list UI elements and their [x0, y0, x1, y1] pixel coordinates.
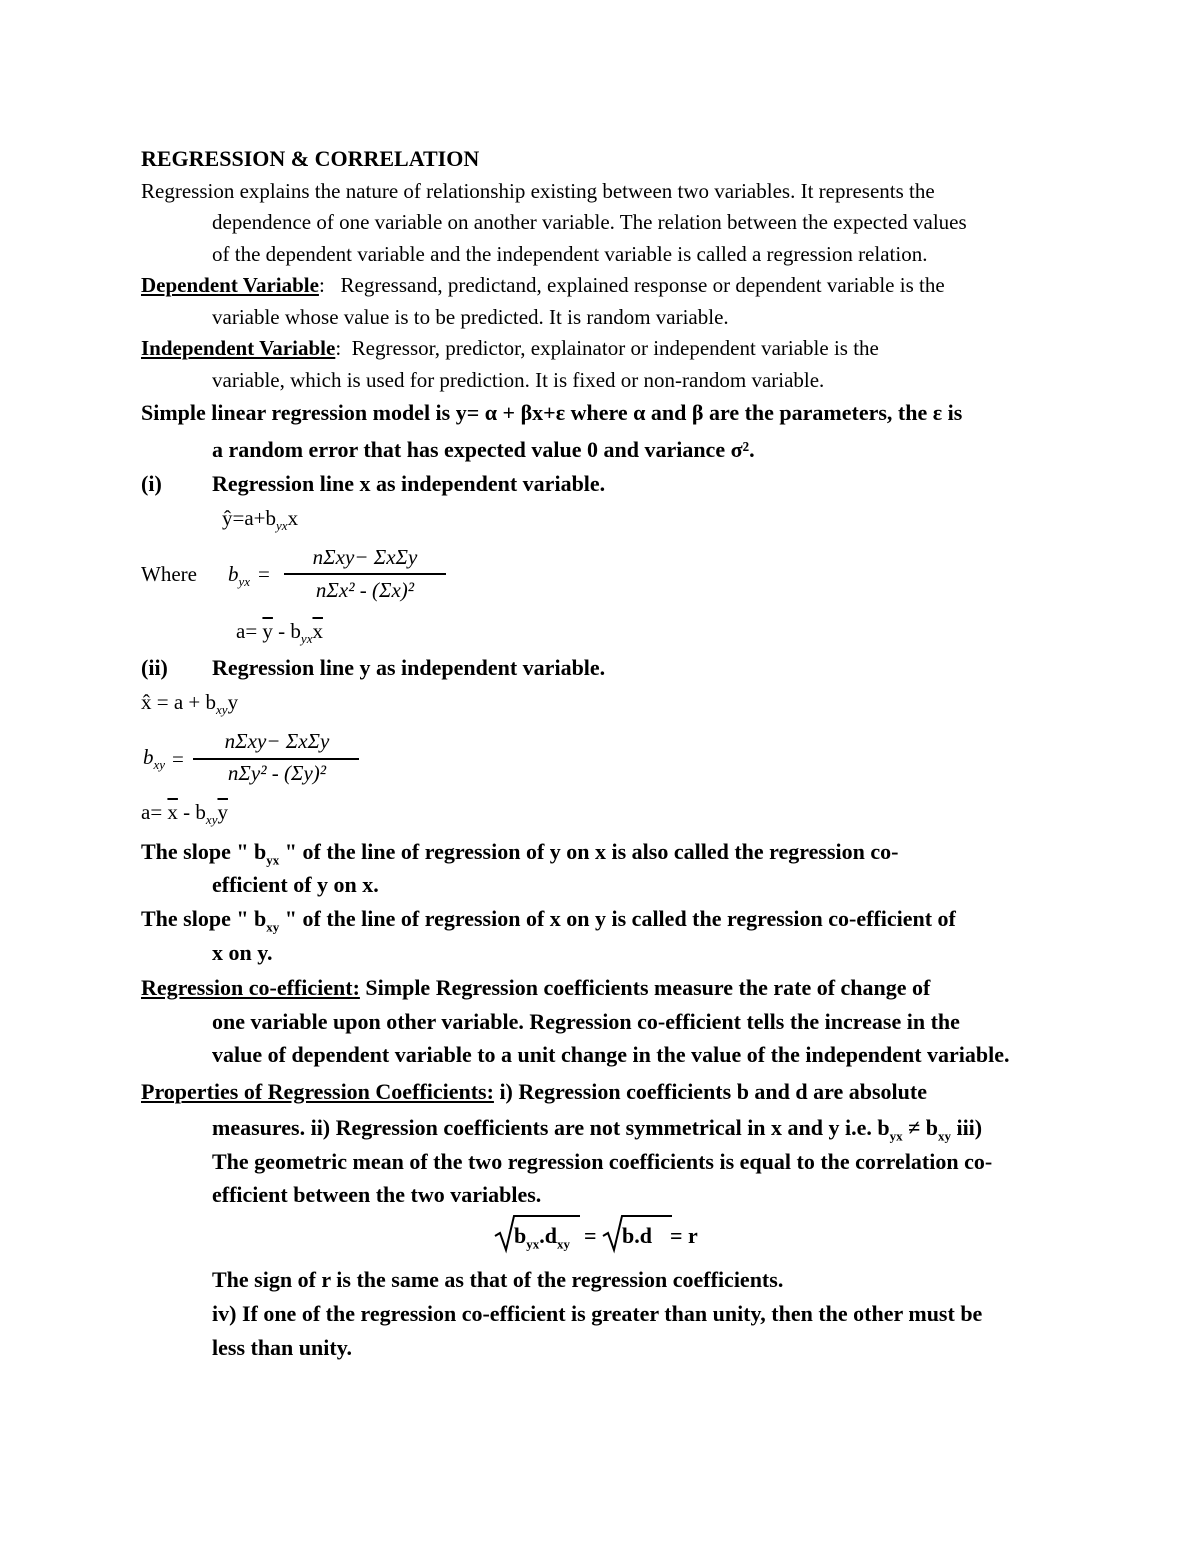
props-line-2	[212, 1114, 982, 1150]
intro-line-1: Regression explains the nature of relationship existing between two variables. It represents the	[141, 179, 935, 203]
section-1-intercept	[236, 617, 323, 653]
independent-variable-line-1	[141, 334, 879, 362]
a1-mid: - b	[272, 619, 301, 643]
model-line-1: Simple linear regression model is y= α + βx+ε where α and β are the parameters, the ε is	[141, 400, 963, 425]
coef-line-1	[141, 974, 930, 1002]
b-xy-sub: xy	[153, 757, 166, 773]
a1-sub: yx	[300, 631, 313, 647]
eq1-lhs: ŷ=a+b	[222, 506, 277, 530]
section-1-number: (i)	[141, 471, 162, 496]
b-yx-b: b	[228, 562, 239, 586]
section-2-heading: Regression line y as independent variable.	[212, 655, 606, 680]
props-l2b: ≠ b	[902, 1115, 938, 1140]
eq1-rhs: x	[287, 506, 299, 530]
slope2-p2: " of the line of regression of x on y is called the regression co-efficient of	[279, 906, 956, 931]
slope-yx-line-1	[141, 838, 899, 874]
section-2-equation	[141, 688, 238, 724]
slope1-p2: " of the line of regression of y on x is also called the regression co-	[279, 839, 899, 864]
section-1-equation	[222, 504, 298, 540]
slope2-p1: The slope " b	[141, 906, 267, 931]
b-xy-numerator: nΣxy− ΣxΣy	[224, 729, 330, 753]
property-iv-line-2: less than unity.	[212, 1335, 352, 1360]
props-l1: i) Regression coefficients b and d are absolute	[493, 1079, 927, 1104]
independent-variable-line-2: variable, which is used for prediction. It is fixed or non-random variable.	[212, 368, 825, 392]
b-xy-b: b	[143, 745, 154, 769]
eq2-rhs: y	[227, 690, 239, 714]
slope-yx-line-2: efficient of y on x.	[212, 872, 379, 897]
f-bsub: yx	[526, 1236, 540, 1252]
props-line-1	[141, 1078, 927, 1106]
section-2-number: (ii)	[141, 655, 168, 680]
f-b: b	[514, 1223, 527, 1248]
dependent-colon: :	[318, 273, 325, 297]
props-term: Properties of Regression Coefficients:	[141, 1079, 494, 1104]
a2-pre: a=	[141, 800, 168, 824]
b-xy-equals: =	[172, 747, 184, 771]
eq2-lhs: x̂ = a + b	[141, 690, 217, 714]
intro-line-3: of the dependent variable and the independent variable is called a regression relation.	[212, 242, 928, 266]
f-dsub: xy	[557, 1236, 570, 1252]
coef-line-2: one variable upon other variable. Regression co-efficient tells the increase in the	[212, 1009, 960, 1034]
a2-mid: - b	[177, 800, 206, 824]
props-l2c: iii)	[950, 1115, 983, 1140]
dependent-variable-line-1	[141, 271, 945, 299]
a2-ybar: $\overline{y}$	[217, 800, 228, 824]
property-iv-line-1: iv) If one of the regression co-efficient is greater than unity, then the other must be	[212, 1301, 983, 1326]
a1-xbar: $\overline{x}$	[312, 619, 323, 643]
sign-of-r: The sign of r is the same as that of the regression coefficients.	[212, 1267, 784, 1292]
b-xy-denominator: nΣy² - (Σy)²	[227, 761, 327, 785]
a1-pre: a=	[236, 619, 263, 643]
b-yx-fraction-bar	[284, 573, 446, 575]
b-xy-symbol	[143, 743, 165, 779]
props-l2s1: yx	[889, 1128, 903, 1144]
b-yx-denominator: nΣx² - (Σx)²	[315, 578, 415, 602]
b-yx-equals: =	[258, 562, 270, 586]
b-yx-numerator: nΣxy− ΣxΣy	[312, 545, 418, 569]
intro-line-2: dependence of one variable on another variable. The relation between the expected values	[212, 210, 967, 234]
section-2-intercept	[141, 798, 228, 834]
b-xy-fraction-bar	[193, 758, 359, 760]
independent-variable-def: Regressor, predictor, explainator or independent variable is the	[351, 336, 879, 360]
coef-line-3: value of dependent variable to a unit change in the value of the independent variable.	[212, 1042, 1010, 1067]
slope-xy-line-2: x on y.	[212, 940, 273, 965]
a1-ybar: $\overline{y}$	[262, 619, 273, 643]
props-line-4: efficient between the two variables.	[212, 1182, 542, 1207]
coef-term: Regression co-efficient:	[141, 975, 360, 1000]
props-l2s2: xy	[937, 1128, 951, 1144]
sqrt-formula-eq2: = r	[670, 1223, 698, 1248]
props-l2a: measures. ii) Regression coefficients are not symmetrical in x and y i.e. b	[212, 1115, 890, 1140]
eq1-sub: yx	[276, 518, 288, 534]
b-yx-symbol	[228, 560, 250, 596]
props-line-3: The geometric mean of the two regression coefficients is equal to the correlation co-	[212, 1149, 993, 1174]
f-d: .d	[539, 1223, 557, 1248]
b-yx-sub: yx	[238, 574, 251, 590]
section-1-heading: Regression line x as independent variable.	[212, 471, 606, 496]
sqrt-formula-left	[514, 1222, 570, 1258]
slope1-sub: yx	[266, 852, 280, 868]
eq2-sub: xy	[216, 702, 228, 718]
sqrt-formula-bd: b.d	[622, 1223, 652, 1248]
dependent-variable-term: Dependent Variable	[141, 273, 319, 297]
dependent-variable-def: Regressand, predictand, explained response or dependent variable is the	[340, 273, 945, 297]
coef-def: Simple Regression coefficients measure the rate of change of	[359, 975, 931, 1000]
slope-xy-line-1	[141, 905, 956, 941]
where-label: Where	[141, 562, 197, 586]
sqrt-formula-eq1: =	[584, 1223, 597, 1248]
independent-variable-term: Independent Variable	[141, 336, 336, 360]
a2-sub: xy	[205, 812, 218, 828]
model-line-2: a random error that has expected value 0 and variance σ².	[212, 437, 755, 462]
slope1-p1: The slope " b	[141, 839, 267, 864]
page-title: REGRESSION & CORRELATION	[141, 146, 480, 171]
slope2-sub: xy	[266, 919, 280, 935]
a2-xbar: $\overline{x}$	[167, 800, 178, 824]
dependent-variable-line-2: variable whose value is to be predicted. It is random variable.	[212, 305, 729, 329]
independent-colon: :	[335, 336, 342, 360]
